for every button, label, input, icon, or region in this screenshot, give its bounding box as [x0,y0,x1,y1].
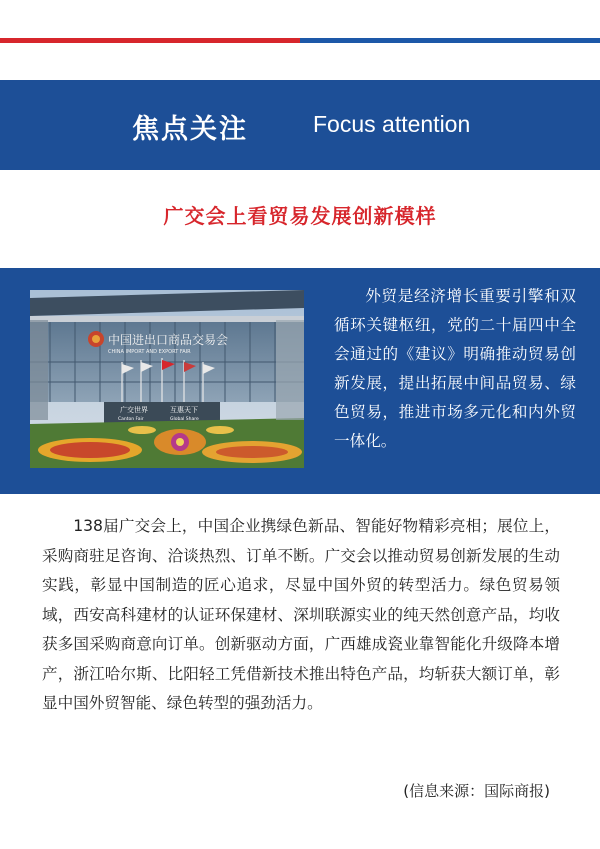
canton-fair-photo [30,290,304,468]
lead-paragraph: 外贸是经济增长重要引擎和双循环关键枢纽，党的二十届四中全会通过的《建议》明确推动贸易创新发展，提出拓展中间品贸易、绿色贸易，推进市场多元化和内外贸一体化。 [334,287,576,450]
gate-left-en-text: Canton Fair [118,417,144,422]
lead-box [0,268,600,494]
top-blue-stripe [300,38,600,43]
article-headline: 广交会上看贸易发展创新模样 [163,204,437,228]
building-sign-text: 中国进出口商品交易会 [108,333,229,347]
canton-fair-illustration [30,290,304,468]
banner-title-en: Focus attention [313,111,471,137]
banner-title-cn: 焦点关注 [132,114,248,145]
building-sign-en-text: CHINA IMPORT AND EXPORT FAIR [108,349,191,355]
gate-right-en-text: Global Share [170,417,199,422]
section-banner [0,80,600,170]
body-paragraph: 138届广交会上，中国企业携绿色新品、智能好物精彩亮相；展位上，采购商驻足咨询、洽谈热烈、订单不断。广交会以推动贸易创新发展的生动实践，彰显中国制造的匠心追求，尽显中国外贸的转型活力。绿色贸易领域，西安高科建材的认证环保建材、深圳联源实业的纯天然创意产品，均收获多国采购商意向订单。创新驱动方面，广西雄成瓷业靠智能化升级降本增产，浙江哈尔斯、比阳轻工凭借新技术推出特色产品，均斩获大额订单，彰显中国外贸智能、绿色转型的强劲活力。 [42,517,560,712]
gate-right-text: 互惠天下 [170,406,198,414]
top-red-stripe [0,38,300,43]
source-note: (信息来源：国际商报) [403,782,550,800]
gate-left-text: 广交世界 [120,406,148,414]
